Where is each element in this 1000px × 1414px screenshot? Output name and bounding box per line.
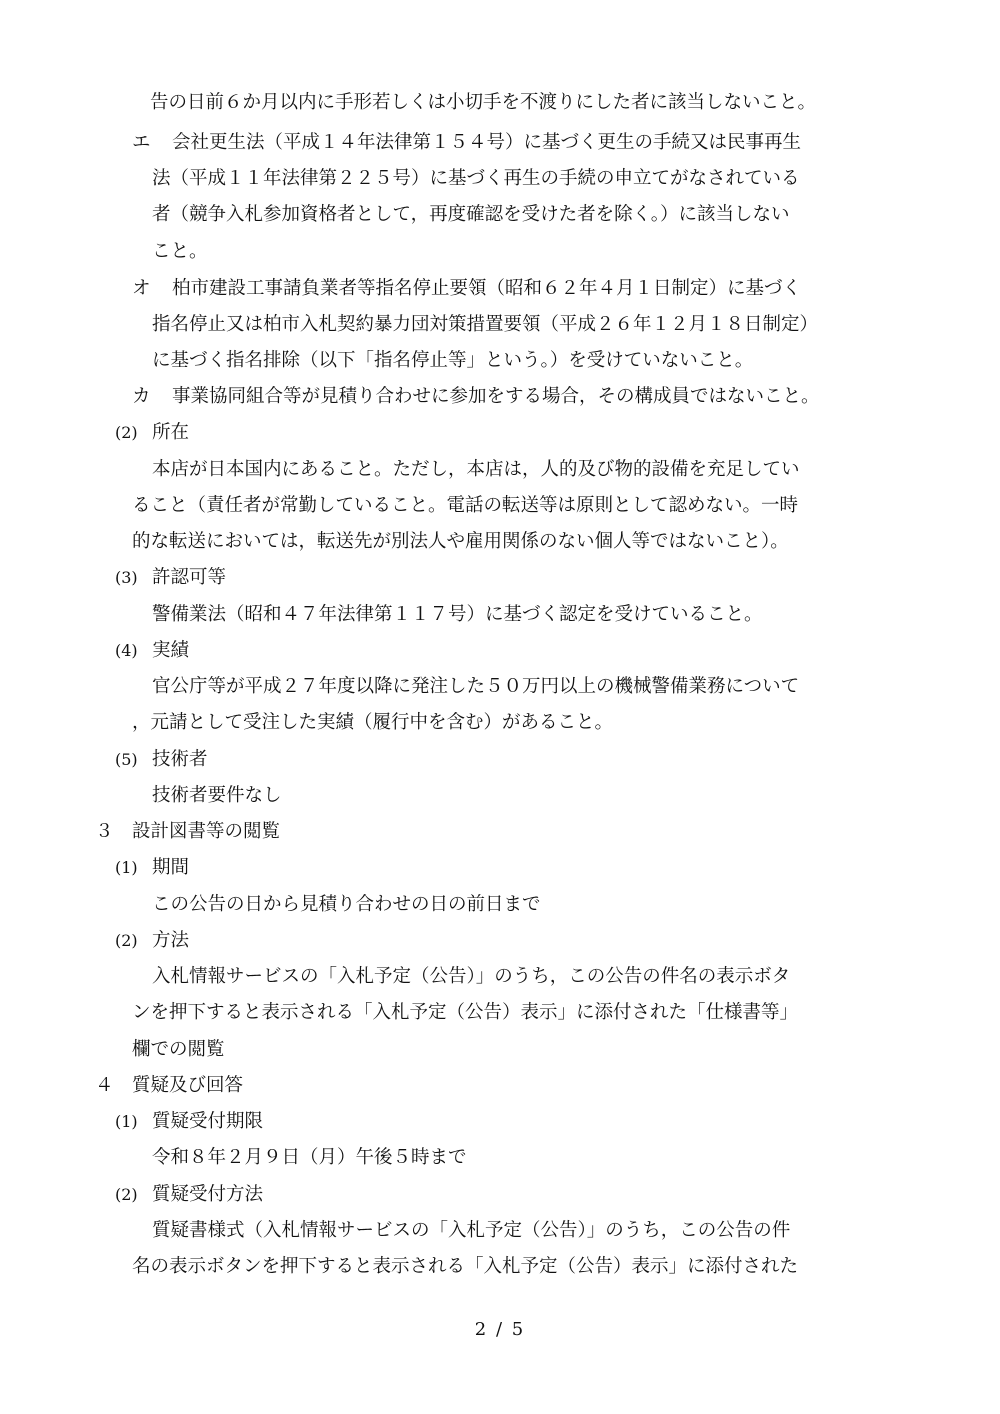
text-line: こと。 (152, 241, 208, 262)
text-line: 事業協同組合等が見積り合わせに参加をする場合，その構成員ではないこと。 (172, 386, 820, 407)
page-footer (0, 1318, 1000, 1342)
item-marker: エ (132, 132, 151, 153)
item-marker: カ (132, 386, 151, 407)
text-line: この公告の日から見積り合わせの日の前日まで (152, 894, 541, 915)
page-total: 5 (511, 1319, 526, 1340)
text-line: 技術者要件なし (152, 785, 282, 806)
page-separator: / (495, 1319, 505, 1340)
section-number: (3) (115, 568, 138, 587)
section-heading: 期間 (152, 857, 190, 878)
text-line: 欄での閲覧 (132, 1039, 225, 1060)
text-line: 令和８年２月９日（月）午後５時まで (152, 1147, 467, 1168)
text-line: 名の表示ボタンを押下すると表示される「入札予定（公告）表示」に添付された (132, 1256, 799, 1277)
item-marker: オ (132, 278, 151, 299)
chapter-heading: 設計図書等の閲覧 (132, 821, 281, 842)
text-line: に基づく指名排除（以下「指名停止等」という。）を受けていないこと。 (152, 350, 754, 371)
text-line: 的な転送においては，転送先が別法人や雇用関係のない個人等ではないこと）。 (132, 531, 789, 552)
section-number: (2) (115, 1185, 138, 1204)
chapter-heading: 質疑及び回答 (132, 1075, 244, 1096)
section-heading: 質疑受付方法 (152, 1184, 264, 1205)
page-number: 2 (474, 1319, 489, 1340)
text-line: 告の日前６か月以内に手形若しくは小切手を不渡りにした者に該当しないこと。 (150, 92, 817, 113)
section-number: (5) (115, 750, 138, 769)
text-line: 入札情報サービスの「入札予定（公告）」のうち，この公告の件名の表示ボタ (152, 966, 791, 987)
section-heading: 技術者 (152, 749, 208, 770)
text-line: 指名停止又は柏市入札契約暴力団対策措置要領（平成２６年１２月１８日制定） (152, 314, 819, 335)
section-heading: 実績 (152, 640, 190, 661)
section-number: (4) (115, 641, 138, 660)
text-line: 本店が日本国内にあること。ただし，本店は，人的及び物的設備を充足してい (152, 459, 800, 480)
text-line: 警備業法（昭和４７年法律第１１７号）に基づく認定を受けていること。 (152, 604, 763, 625)
section-number: (2) (115, 931, 138, 950)
text-line: 法（平成１１年法律第２２５号）に基づく再生の手続の申立てがなされている (152, 168, 800, 189)
text-line: 者（競争入札参加資格者として，再度確認を受けた者を除く。）に該当しない (152, 204, 790, 225)
section-heading: 所在 (152, 422, 190, 443)
section-number: (1) (115, 1112, 138, 1131)
text-line: 会社更生法（平成１４年法律第１５４号）に基づく更生の手続又は民事再生 (172, 132, 802, 153)
text-line: 官公庁等が平成２７年度以降に発注した５０万円以上の機械警備業務について (152, 676, 800, 697)
chapter-number: ３ (95, 821, 114, 842)
section-heading: 質疑受付期限 (152, 1111, 264, 1132)
section-number: (1) (115, 858, 138, 877)
text-line: 柏市建設工事請負業者等指名停止要領（昭和６２年４月１日制定）に基づく (172, 278, 802, 299)
text-line: ンを押下すると表示される「入札予定（公告）表示」に添付された「仕様書等」 (132, 1002, 799, 1023)
text-line: 質疑書様式（入札情報サービスの「入札予定（公告）」のうち，この公告の件 (152, 1220, 791, 1241)
text-line: ること（責任者が常勤していること。電話の転送等は原則として認めない。一時 (132, 495, 799, 516)
section-number: (2) (115, 423, 138, 442)
section-heading: 方法 (152, 930, 190, 951)
section-heading: 許認可等 (152, 567, 227, 588)
text-line: ，元請として受注した実績（履行中を含む）があること。 (132, 712, 614, 733)
chapter-number: ４ (95, 1075, 114, 1096)
